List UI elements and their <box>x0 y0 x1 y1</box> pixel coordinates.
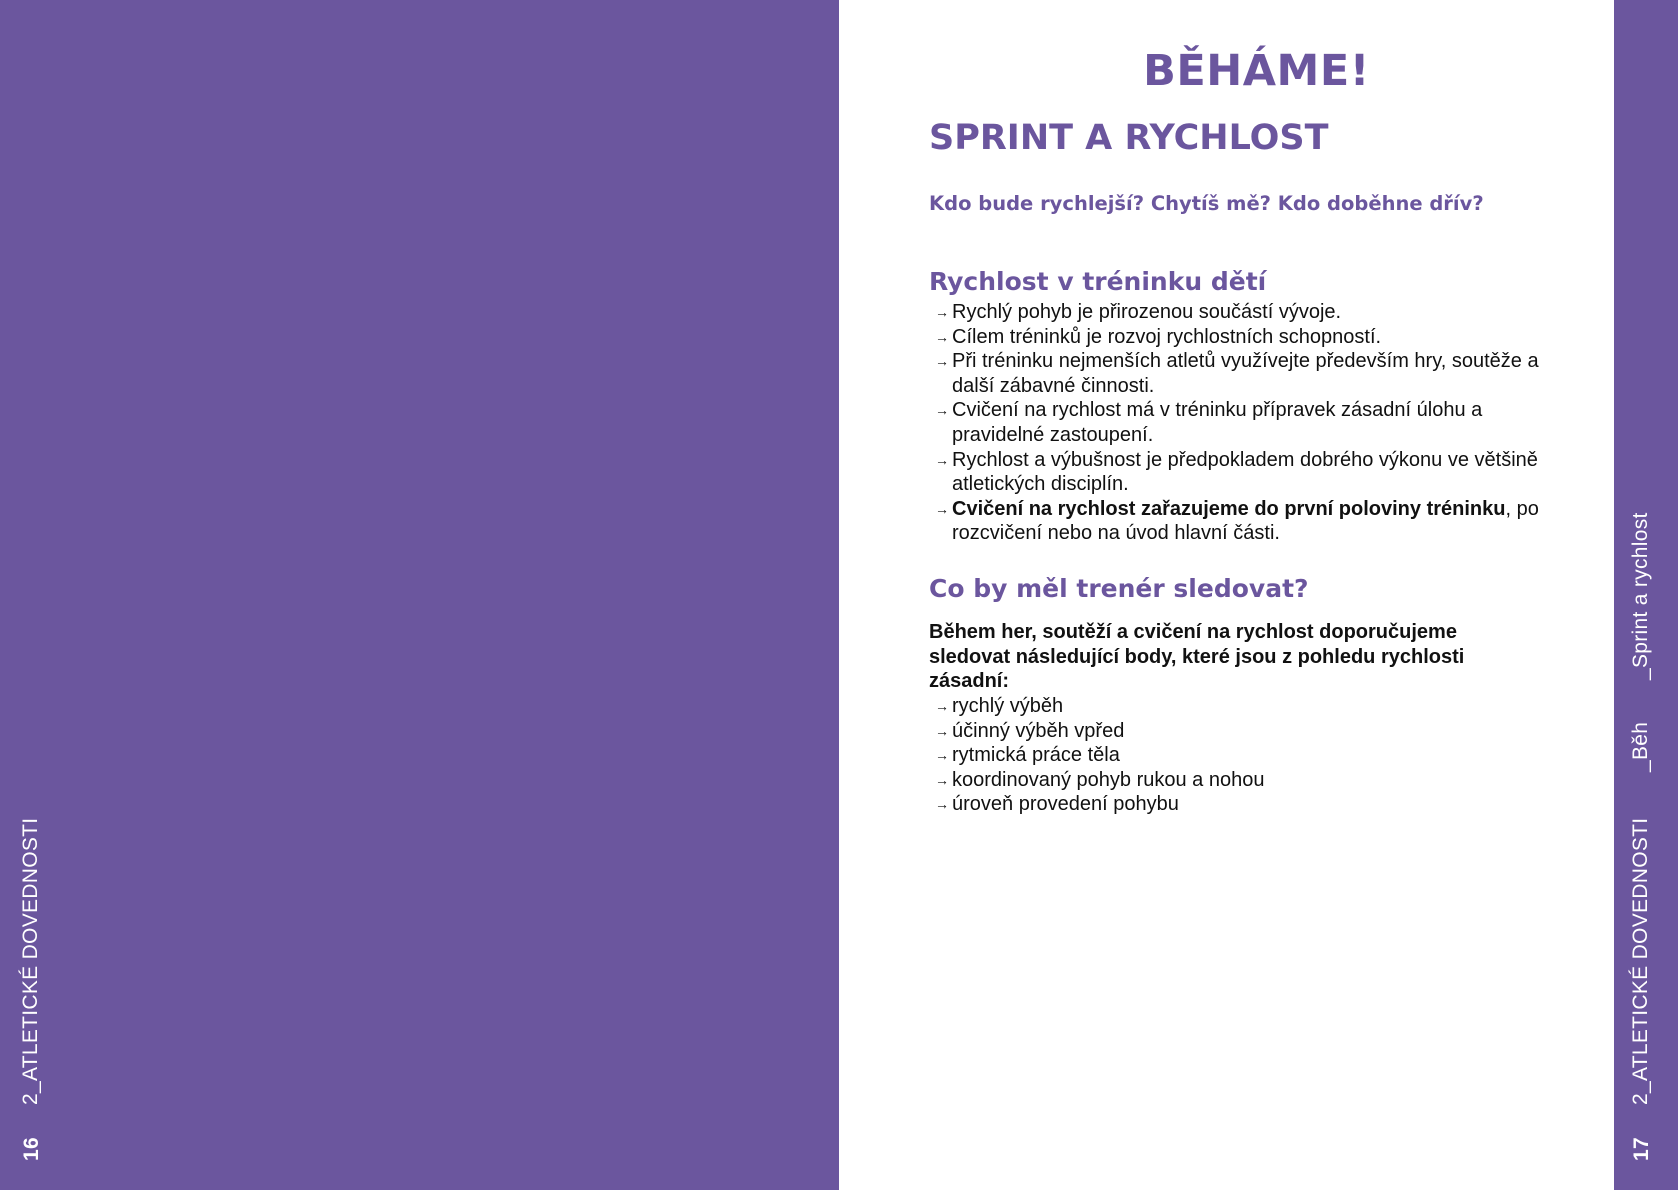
arrow-icon: → <box>935 796 949 813</box>
coach-points-list <box>935 694 1575 817</box>
speed-points-list <box>935 300 1575 546</box>
page-title: BĚHÁME! <box>1143 46 1370 96</box>
running-section: _Běh <box>1629 721 1652 772</box>
arrow-icon: → <box>935 304 949 320</box>
arrow-icon: → <box>935 451 949 468</box>
running-header-left: 2_ATLETICKÉ DOVEDNOSTI <box>19 817 42 1105</box>
page-number-left: 16 <box>20 1137 43 1161</box>
list-item: → Cvičení na rychlost zařazujeme do první poloviny tréninku, po rozcvičení nebo na úvod hlavní části. <box>935 497 1539 545</box>
heading-speed-in-training: Rychlost v tréninku dětí <box>929 267 1267 296</box>
list-item: → Cvičení na rychlost má v tréninku přípravek zásadní úlohu a pravidelné zastoupení. <box>935 399 1483 446</box>
arrow-icon: → <box>935 722 949 739</box>
list-item: → rytmická práce těla <box>935 744 1120 767</box>
list-item: → úroveň provedení pohybu <box>935 793 1179 816</box>
arrow-icon: → <box>935 328 949 345</box>
right-edge-strip <box>1614 0 1678 1190</box>
list-item: → účinný výběh vpřed <box>935 719 1125 742</box>
coach-intro: Během her, soutěží a cvičení na rychlost doporučujeme sledovat následující body, které jsou z pohledu rychlosti zásadní: <box>929 621 1465 693</box>
arrow-icon: → <box>935 698 949 714</box>
page-number-right: 17 <box>1630 1137 1653 1161</box>
section-title: SPRINT A RYCHLOST <box>929 118 1329 158</box>
arrow-icon: → <box>935 500 949 517</box>
list-item: → rychlý výběh <box>935 695 1064 717</box>
list-item: → Cílem tréninků je rozvoj rychlostních schopností. <box>935 325 1382 348</box>
tagline: Kdo bude rychlejší? Chytíš mě? Kdo doběhne dřív? <box>929 192 1484 215</box>
list-item: → Rychlost a výbušnost je předpokladem dobrého výkonu ve většině atletických disciplín. <box>935 448 1538 496</box>
arrow-icon: → <box>935 771 949 788</box>
arrow-icon: → <box>935 402 949 419</box>
running-header-right: 2_ATLETICKÉ DOVEDNOSTI <box>1629 817 1652 1105</box>
list-item: → Rychlý pohyb je přirozenou součástí vývoje. <box>935 301 1342 323</box>
heading-coach-watch: Co by měl trenér sledovat? <box>929 574 1309 603</box>
list-item: → Při tréninku nejmenších atletů využívejte především hry, soutěže a další zábavné činnosti. <box>935 350 1539 397</box>
arrow-icon: → <box>935 353 949 370</box>
list-item: → koordinovaný pohyb rukou a nohou <box>935 768 1265 791</box>
arrow-icon: → <box>935 747 949 764</box>
bold-emphasis: Cvičení na rychlost zařazujeme do první poloviny tréninku <box>952 497 1506 520</box>
running-subsection: _Sprint a rychlost <box>1629 512 1652 680</box>
